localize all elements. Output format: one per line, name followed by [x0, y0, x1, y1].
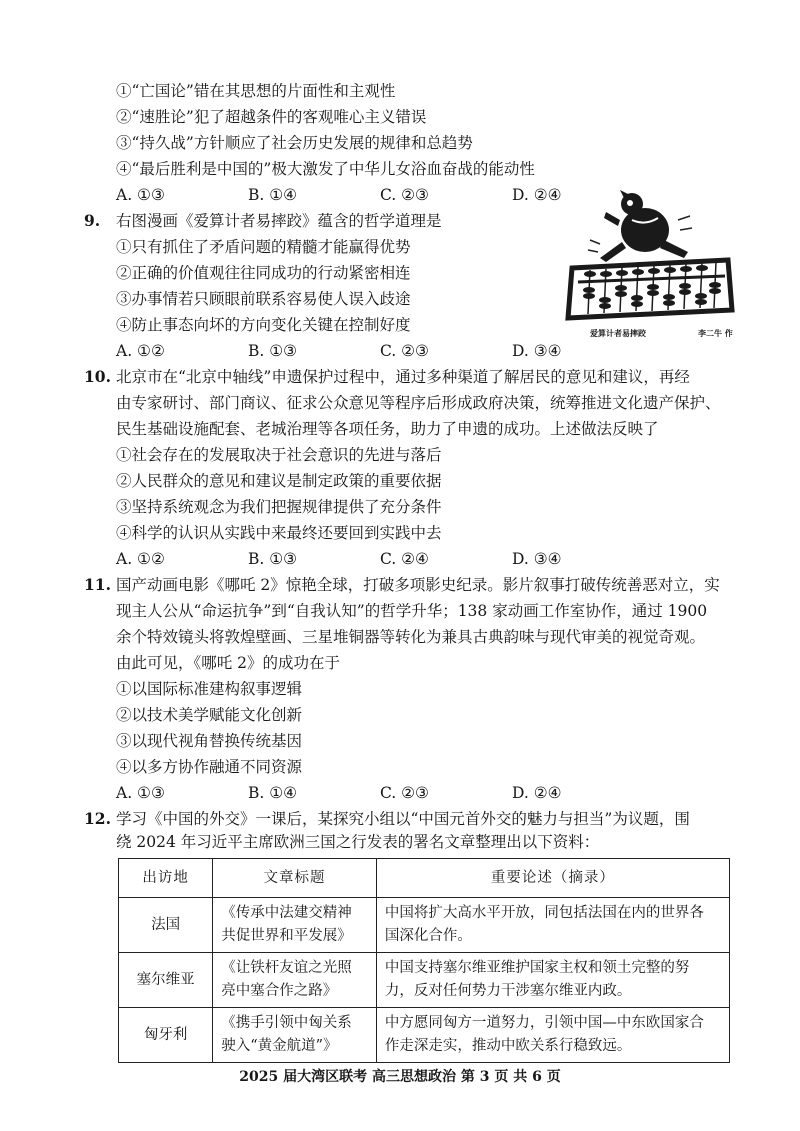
q11-options	[116, 782, 644, 804]
option-b: B. ①④	[248, 186, 298, 204]
q9-item-4: ④防止事态向坏的方向变化关键在控制好度	[116, 316, 411, 334]
title-line: 亮中塞合作之路》	[221, 983, 338, 999]
q10-stem-text-1: 北京市在“北京中轴线”申遗保护过程中，通过多种渠道了解居民的意见和建议，再经	[116, 368, 690, 386]
excerpt-line: 中方愿同匈方一道努力，引领中国—中东欧国家合	[384, 1015, 704, 1031]
excerpt-line: 国深化合作。	[384, 928, 472, 944]
q9-item-2: ②正确的价值观往往同成功的行动紧密相连	[116, 264, 411, 282]
q10-item-2: ②人民群众的意见和建议是制定政策的重要依据	[116, 472, 442, 490]
cell-excerpt	[376, 898, 729, 953]
header-excerpt: 重要论述（摘录）	[376, 859, 729, 898]
excerpt-line: 中国支持塞尔维亚维护国家主权和领土完整的努	[384, 960, 690, 976]
title-line: 《让铁杆友谊之光照	[221, 960, 352, 976]
option-c: C. ②③	[380, 342, 429, 360]
q11-item-2: ②以技术美学赋能文化创新	[116, 706, 303, 724]
option-b: B. ①③	[248, 342, 298, 360]
prev-item-1: ①“亡国论”错在其思想的片面性和主观性	[116, 82, 396, 100]
cartoon-caption: 爱算计者易摔跤	[590, 328, 646, 338]
resource-table	[118, 858, 730, 1063]
option-a: A. ①③	[116, 186, 165, 204]
option-c: C. ②③	[380, 186, 429, 204]
excerpt-line: 中国将扩大高水平开放，同包括法国在内的世界各	[384, 905, 704, 921]
header-title: 文章标题	[213, 859, 377, 898]
cell-title	[213, 953, 377, 1008]
q10-stem-line-2: 由专家研讨、部门商议、征求公众意见等程序后形成政府决策，统筹推进文化遗产保护、	[116, 394, 721, 412]
q11-item-3: ③以现代视角替换传统基因	[116, 732, 303, 750]
cell-title	[213, 1008, 377, 1063]
option-a: A. ①②	[116, 342, 165, 360]
q10-item-1: ①社会存在的发展取决于社会意识的先进与落后	[116, 446, 442, 464]
prev-item-2: ②“速胜论”犯了超越条件的客观唯心主义错误	[116, 108, 427, 126]
option-b: B. ①③	[248, 550, 298, 568]
q9-item-3: ③办事情若只顾眼前联系容易使人误入歧途	[116, 290, 411, 308]
option-d: D. ②④	[512, 186, 562, 204]
cell-place: 匈牙利	[119, 1008, 213, 1063]
q11-number: 11.	[84, 575, 111, 594]
q10-stem-line-3: 民生基础设施配套、老城治理等各项任务，助力了申遗的成功。上述做法反映了	[116, 420, 659, 438]
option-b: B. ①④	[248, 784, 298, 802]
title-line: 共促世界和平发展》	[221, 928, 352, 944]
q11-stem-line-4: 由此可见，《哪吒 2》的成功在于	[116, 654, 341, 672]
cell-excerpt	[376, 953, 729, 1008]
prev-item-4: ④“最后胜利是中国的”极大激发了中华儿女浴血奋战的能动性	[116, 160, 535, 178]
title-line: 《传承中法建交精神	[221, 905, 352, 921]
table-header-row	[119, 859, 730, 898]
cartoon-author: 李二牛 作	[698, 328, 733, 338]
cell-title	[213, 898, 377, 953]
q10-number: 10.	[84, 367, 111, 386]
q9-options	[116, 340, 644, 362]
cell-place: 法国	[119, 898, 213, 953]
option-d: D. ②④	[512, 784, 562, 802]
prev-item-3: ③“持久战”方针顺应了社会历史发展的规律和总趋势	[116, 134, 473, 152]
abacus-cartoon-icon	[560, 190, 738, 325]
q9-item-1: ①只有抓住了矛盾问题的精髓才能赢得优势	[116, 238, 411, 256]
header-place: 出访地	[119, 859, 213, 898]
q9-stem-text: 右图漫画《爱算计者易摔跤》蕴含的哲学道理是	[116, 212, 442, 230]
option-a: A. ①②	[116, 550, 165, 568]
cell-excerpt	[376, 1008, 729, 1063]
q10-item-3: ③坚持系统观念为我们把握规律提供了充分条件	[116, 498, 442, 516]
title-line: 《携手引领中匈关系	[221, 1015, 352, 1031]
option-d: D. ③④	[512, 342, 562, 360]
q12-number: 12.	[84, 809, 111, 828]
q11-item-1: ①以国际标准建构叙事逻辑	[116, 680, 303, 698]
option-c: C. ②④	[380, 550, 429, 568]
option-d: D. ③④	[512, 550, 562, 568]
table-row	[119, 1008, 730, 1063]
q12-stem-line-1	[84, 808, 690, 830]
excerpt-line: 作走深走实，推动中欧关系行稳致远。	[384, 1038, 632, 1054]
excerpt-line: 力，反对任何势力干涉塞尔维亚内政。	[384, 983, 632, 999]
option-a: A. ①③	[116, 784, 165, 802]
option-c: C. ②③	[380, 784, 429, 802]
q10-item-4: ④科学的认识从实践中来最终还要回到实践中去	[116, 524, 442, 542]
q11-item-4: ④以多方协作融通不同资源	[116, 758, 303, 776]
q12-stem-text-1: 学习《中国的外交》一课后，某探究小组以“中国元首外交的魅力与担当”为议题，围	[116, 810, 690, 828]
q11-stem-line-3: 余个特效镜头将敦煌壁画、三星堆铜器等转化为兼具古典韵味与现代审美的视觉奇观。	[116, 628, 706, 646]
table-row	[119, 898, 730, 953]
q11-stem-line-2: 现主人公从“命运抗争”到“自我认知”的哲学升华；138 家动画工作室协作，通过 1900	[116, 602, 708, 620]
q9-number: 9.	[84, 211, 101, 230]
cell-place: 塞尔维亚	[119, 953, 213, 1008]
q10-options	[116, 548, 644, 570]
q12-stem-line-2: 绕 2024 年习近平主席欧洲三国之行发表的署名文章整理出以下资料：	[116, 833, 600, 851]
table-row	[119, 953, 730, 1008]
page-footer: 2025 届大湾区联考 高三思想政治 第 3 页 共 6 页	[239, 1069, 561, 1085]
q11-stem-text-1: 国产动画电影《哪吒 2》惊艳全球，打破多项影史纪录。影片叙事打破传统善恶对立，实	[116, 576, 720, 594]
cartoon-image	[560, 190, 738, 340]
q11-stem-line-1	[84, 574, 720, 596]
q9-stem	[84, 210, 442, 232]
q10-stem-line-1	[84, 366, 690, 388]
title-line: 驶入“黄金航道”》	[221, 1038, 338, 1054]
